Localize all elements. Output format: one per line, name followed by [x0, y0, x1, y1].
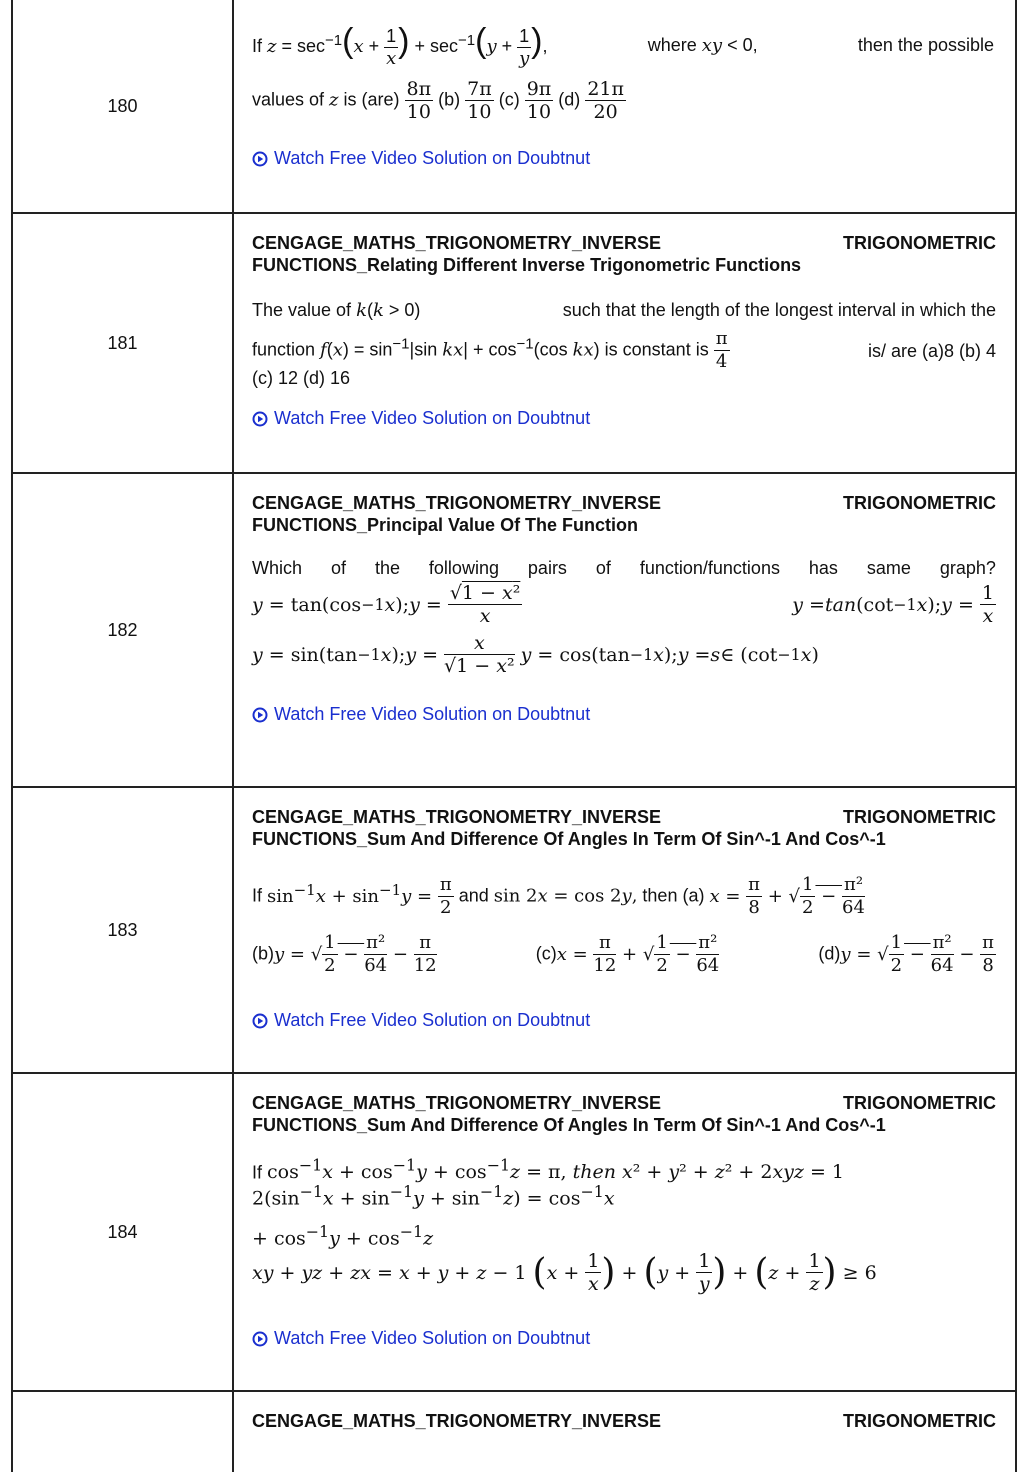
- question-number: 184: [13, 1074, 234, 1390]
- question-line: xy + yz + zx = x + y + z − 1 ( x + $\frac{1}{x}$ ) + ( y + $\frac{1}{y}$ ) + ( z + $\frac{1}{z}$ ) ≥ 6: [252, 1250, 877, 1295]
- topic-header: CENGAGE_MATHS_TRIGONOMETRY_INVERSE TRIGONOMETRIC FUNCTIONS_Sum And Difference Of Angles In Term Of Sin^-1 And Cos^-1: [252, 807, 996, 849]
- question-line: Which of the following pairs of function/functions has same graph?: [252, 558, 996, 578]
- question-number: 183: [13, 788, 234, 1072]
- link-label: Watch Free Video Solution on Doubtnut: [274, 1010, 591, 1030]
- question-line: The value of k(k > 0) such that the length of the longest interval in which the: [252, 300, 996, 321]
- play-circle-icon: [252, 1013, 268, 1029]
- table-row: [13, 1392, 1015, 1472]
- table-row: [13, 0, 1015, 214]
- question-line: + $\cos^{-1}y + \cos^{-1}z$: [252, 1222, 434, 1250]
- question-number: 182: [13, 474, 234, 786]
- link-label: Watch Free Video Solution on Doubtnut: [274, 148, 591, 168]
- video-solution-link[interactable]: [252, 704, 590, 725]
- table-row: [13, 214, 1015, 474]
- question-number: 180: [13, 0, 234, 212]
- question-cell: [234, 1392, 1015, 1472]
- link-label: Watch Free Video Solution on Doubtnut: [274, 408, 591, 428]
- option-expression: y = sin(tan −1 x ); y = $\frac{x}{\text{√1 − x²}}$ y = cos(tan −1 x ); y = s ∈ (cot −1 x ): [252, 632, 819, 677]
- video-solution-link[interactable]: [252, 1010, 590, 1031]
- play-circle-icon: [252, 707, 268, 723]
- question-line: If $\cos^{-1}x + \cos^{-1}y + \cos^{-1}z = \pi$, then x² + y² + z² + 2xyz = 1: [252, 1156, 845, 1184]
- table-row: [13, 788, 1015, 1074]
- option-expression: y = tan (cot −1 x ); y = $\frac{1}{x}$: [792, 582, 994, 627]
- table-row: [13, 1074, 1015, 1392]
- link-label: Watch Free Video Solution on Doubtnut: [274, 1328, 591, 1348]
- topic-header: CENGAGE_MATHS_TRIGONOMETRY_INVERSE TRIGONOMETRIC FUNCTIONS_Sum And Difference Of Angles In Term Of Sin^-1 And Cos^-1: [252, 1093, 996, 1135]
- question-line: (c) 12 (d) 16: [252, 368, 351, 388]
- table-row: [13, 474, 1015, 788]
- play-circle-icon: [252, 1331, 268, 1347]
- options-line: (b)y = √ $\frac{1}{2}$ − $\frac{\text{π²}}{64}$ − $\frac{\pi}{12}$ (c)x = $\frac{\pi}{12}$ + √ $\frac{1}{2}$ − $\frac{\text{π²}}{64}$ (d)y = √ $\frac{1}{2}$ − $\frac{\text{π²}}{64}$ − $\frac{\pi}{8}$: [252, 932, 994, 976]
- question-line: If $z = \sec^{-1}(x$ + $\frac{1}{x}$ ) + $\sec^{-1}(y$ + $\frac{1}{y}$ ), where xy < 0, then the possible: [252, 22, 994, 69]
- question-cell: [234, 1074, 1015, 1390]
- question-number: 181: [13, 214, 234, 472]
- video-solution-link[interactable]: [252, 1328, 590, 1349]
- play-circle-icon: [252, 411, 268, 427]
- question-cell: [234, 788, 1015, 1072]
- question-line: $2(\sin^{-1}x + \sin^{-1}y + \sin^{-1}z) = \cos^{-1}x$: [252, 1182, 615, 1210]
- video-solution-link[interactable]: [252, 408, 590, 429]
- topic-header: CENGAGE_MATHS_TRIGONOMETRY_INVERSE TRIGONOMETRIC FUNCTIONS_Principal Value Of The Function: [252, 493, 996, 535]
- topic-header: CENGAGE_MATHS_TRIGONOMETRY_INVERSE TRIGONOMETRIC FUNCTIONS_Relating Different Inverse Trigonometric Functions: [252, 233, 996, 275]
- question-cell: [234, 474, 1015, 786]
- option-expression: y = tan(cos −1 x ); y = $\frac{\text{√1 − x²}}{x}$: [252, 582, 521, 627]
- question-line: If $\sin^{-1}x + \sin^{-1}y$ = $\frac{\pi}{2}$ and sin 2x = cos 2y, then (a) x = $\frac{\pi}{8}$ + √ $\frac{1}{2}$ − $\frac{\text{π²}}{64}$: [252, 874, 865, 918]
- link-label: Watch Free Video Solution on Doubtnut: [274, 704, 591, 724]
- options-line: values of z is (are) $\frac{8\pi}{10}$ (b) $\frac{7\pi}{10}$ (c) $\frac{9\pi}{10}$ (d) $\frac{21\pi}{20}$: [252, 78, 624, 123]
- topic-header: CENGAGE_MATHS_TRIGONOMETRY_INVERSE TRIGONOMETRIC: [252, 1411, 996, 1431]
- question-cell: [234, 214, 1015, 472]
- question-cell: [234, 0, 1015, 212]
- questions-table: [11, 0, 1017, 1472]
- play-circle-icon: [252, 151, 268, 167]
- question-number: [13, 1392, 234, 1472]
- question-line: function $f(x) = \sin^{-1}|\sin$ $kx| + \cos^{-1}(\cos$ kx) is constant is $\frac{\pi}{4}$ is/ are (a)8 (b) 4: [252, 328, 996, 372]
- video-solution-link[interactable]: [252, 148, 590, 169]
